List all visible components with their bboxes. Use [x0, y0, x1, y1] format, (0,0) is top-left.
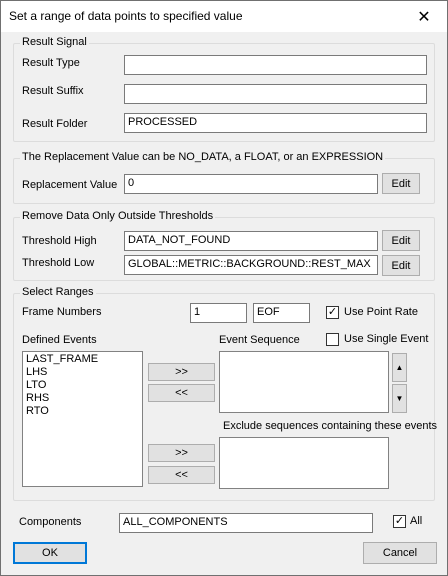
title-bar — [1, 1, 447, 32]
list-item[interactable]: LTO — [26, 379, 47, 391]
use-single-event-checkbox[interactable] — [326, 333, 339, 346]
threshold-low-edit-button[interactable]: Edit — [382, 255, 420, 276]
arrow-down-icon: ▼ — [395, 394, 404, 403]
list-item[interactable]: LAST_FRAME — [26, 353, 99, 365]
add-exclude-button[interactable]: >> — [148, 444, 215, 462]
result-folder-input[interactable]: PROCESSED — [124, 113, 427, 133]
thresholds-legend: Remove Data Only Outside Thresholds — [22, 210, 214, 222]
remove-sequence-button[interactable]: << — [148, 384, 215, 402]
exclude-events-list[interactable] — [219, 437, 389, 489]
threshold-low-input[interactable]: GLOBAL::METRIC::BACKGROUND::REST_MAX — [124, 255, 378, 275]
result-type-label: Result Type — [22, 57, 80, 69]
result-suffix-label: Result Suffix — [22, 85, 84, 97]
threshold-high-label: Threshold High — [22, 235, 97, 247]
move-up-button[interactable] — [392, 353, 407, 382]
cancel-button[interactable]: Cancel — [363, 542, 437, 564]
all-components-checkbox[interactable] — [393, 515, 406, 528]
use-single-event-label: Use Single Event — [344, 333, 429, 345]
components-input[interactable]: ALL_COMPONENTS — [119, 513, 373, 533]
replacement-value-label: Replacement Value — [22, 179, 118, 191]
checkmark-icon: ✓ — [394, 515, 405, 527]
replacement-legend: The Replacement Value can be NO_DATA, a FLOAT, or an EXPRESSION — [22, 151, 384, 163]
checkmark-icon: ✓ — [327, 306, 338, 318]
list-item[interactable]: RTO — [26, 405, 49, 417]
components-label: Components — [19, 516, 82, 528]
list-item[interactable]: RHS — [26, 392, 50, 404]
frame-end-input[interactable]: EOF — [253, 303, 310, 323]
threshold-high-input[interactable]: DATA_NOT_FOUND — [124, 231, 378, 251]
use-point-rate-label: Use Point Rate — [344, 306, 418, 318]
defined-events-label: Defined Events — [22, 334, 97, 346]
ok-button[interactable]: OK — [13, 542, 87, 564]
arrow-up-icon: ▲ — [395, 363, 404, 372]
all-components-label: All — [410, 515, 423, 527]
frame-numbers-label: Frame Numbers — [22, 306, 102, 318]
event-sequence-list[interactable] — [219, 351, 389, 413]
use-point-rate-checkbox[interactable] — [326, 306, 339, 319]
window-title: Set a range of data points to specified value — [9, 9, 243, 23]
exclude-sequences-label: Exclude sequences containing these events — [223, 420, 438, 432]
event-sequence-label: Event Sequence — [219, 334, 300, 346]
close-icon[interactable]: ✕ — [417, 8, 431, 26]
result-folder-label: Result Folder — [22, 118, 88, 130]
frame-start-input[interactable]: 1 — [190, 303, 247, 323]
result-type-input[interactable] — [124, 55, 427, 75]
add-sequence-button[interactable]: >> — [148, 363, 215, 381]
list-item[interactable]: LHS — [26, 366, 48, 378]
result-signal-legend: Result Signal — [22, 36, 87, 48]
move-down-button[interactable] — [392, 384, 407, 413]
replacement-edit-button[interactable]: Edit — [382, 173, 420, 194]
result-suffix-input[interactable] — [124, 84, 427, 104]
remove-exclude-button[interactable]: << — [148, 466, 215, 484]
replacement-value-input[interactable]: 0 — [124, 174, 378, 194]
threshold-low-label: Threshold Low — [22, 257, 95, 269]
defined-events-list[interactable] — [22, 351, 143, 487]
select-ranges-legend: Select Ranges — [22, 286, 94, 298]
threshold-high-edit-button[interactable]: Edit — [382, 230, 420, 251]
